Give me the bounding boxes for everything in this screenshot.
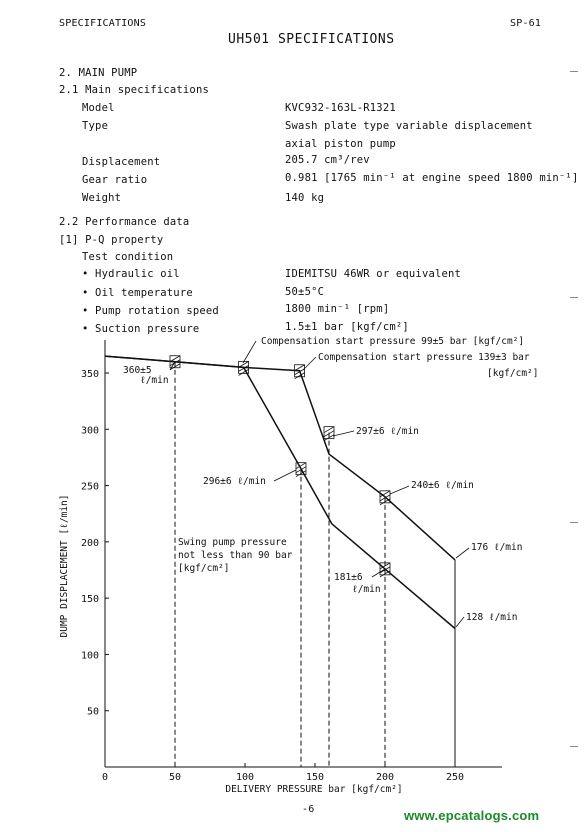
margin-mark (570, 71, 578, 72)
spec-label-displacement: Displacement (82, 156, 161, 168)
spec-value-gear-ratio: 0.981 [1765 min⁻¹ at engine speed 1800 min⁻¹] (285, 172, 579, 184)
x-axis-label: DELIVERY PRESSURE bar [kgf/cm²] (225, 784, 403, 795)
y-tick-label: 300 (80, 425, 99, 437)
y-axis-label: DUMP DISPLACEMENT [ℓ/min] (59, 494, 70, 638)
spec-value-weight: 140 kg (285, 192, 325, 204)
test-value-oil-temperature: 50±5°C (285, 286, 325, 298)
test-value-suction-pressure: 1.5±1 bar [kgf/cm²] (285, 321, 409, 333)
annotation-label: ℓ/min (140, 375, 169, 386)
test-value-rotation-speed: 1800 min⁻¹ [rpm] (285, 303, 390, 315)
annotation-label: 297±6 ℓ/min (356, 426, 419, 437)
x-tick-label: 50 (168, 772, 182, 783)
leader-line (170, 362, 175, 370)
footer-page-number: -6 (302, 804, 315, 815)
spec-value-model: KVC932-163L-R1321 (285, 102, 396, 114)
spec-value-type-cont: axial piston pump (285, 138, 396, 150)
leader-line (456, 617, 464, 627)
y-tick-label: 250 (80, 481, 99, 493)
x-tick-label: 0 (101, 772, 109, 783)
leader-line (390, 486, 409, 494)
spec-label-model: Model (82, 102, 115, 114)
header-page-number: SP-61 (510, 18, 542, 29)
annotation-label: 360±5 (123, 365, 152, 376)
x-tick-label: 100 (235, 772, 255, 783)
y-tick-label: 50 (86, 706, 99, 718)
annotation-label: [kgf/cm²] (487, 368, 539, 379)
test-label-hydraulic-oil: • Hydraulic oil (82, 268, 180, 280)
margin-mark (570, 746, 578, 747)
series-line-2 (105, 356, 455, 628)
section-pq-property: [1] P-Q property (59, 234, 164, 246)
spec-label-weight: Weight (82, 192, 122, 204)
test-label-rotation-speed: • Pump rotation speed (82, 305, 219, 317)
annotation-label: 128 ℓ/min (466, 612, 518, 623)
spec-value-displacement: 205.7 cm³/rev (285, 154, 370, 166)
y-tick-label: 200 (80, 537, 99, 549)
annotation-label: ℓ/min (352, 584, 381, 595)
annotation-label: Swing pump pressure (178, 537, 287, 548)
series-line-1 (105, 356, 455, 560)
y-tick-label: 150 (80, 594, 99, 606)
section-main-pump: 2. MAIN PUMP (59, 67, 138, 79)
x-tick-label: 200 (375, 772, 395, 783)
header-section-label: SPECIFICATIONS (59, 18, 147, 29)
margin-mark (570, 297, 578, 298)
spec-label-gear-ratio: Gear ratio (82, 174, 148, 186)
leader-line (303, 357, 316, 370)
page-title: UH501 SPECIFICATIONS (228, 32, 395, 47)
annotation-label: Compensation start pressure 99±5 bar [kgf/cm²] (261, 336, 525, 347)
annotation-label: not less than 90 bar (178, 550, 293, 561)
y-tick-label: 100 (80, 650, 99, 662)
annotation-label: 176 ℓ/min (471, 542, 523, 553)
spec-value-type: Swash plate type variable displacement (285, 120, 533, 132)
watermark: www.epcatalogs.com (404, 808, 540, 823)
x-tick-label: 150 (305, 772, 325, 783)
leader-line (274, 470, 296, 481)
section-performance-data: 2.2 Performance data (59, 216, 190, 228)
annotation-label: Compensation start pressure 139±3 bar (318, 352, 530, 363)
test-value-hydraulic-oil: IDEMITSU 46WR or equivalent (285, 268, 462, 280)
leader-line (243, 341, 256, 363)
y-tick-label: 350 (80, 369, 99, 380)
leader-line (372, 569, 385, 577)
annotation-label: 296±6 ℓ/min (203, 476, 266, 487)
test-label-oil-temperature: • Oil temperature (82, 287, 193, 299)
test-label-suction-pressure: • Suction pressure (82, 323, 200, 335)
spec-label-type: Type (82, 120, 109, 132)
test-condition-heading: Test condition (82, 251, 174, 263)
annotation-label: 240±6 ℓ/min (411, 480, 474, 491)
leader-line (333, 431, 354, 436)
section-main-specifications: 2.1 Main specifications (59, 84, 209, 96)
leader-line (456, 548, 469, 558)
annotation-label: 181±6 (334, 572, 363, 583)
margin-mark (570, 522, 578, 523)
annotation-label: [kgf/cm²] (178, 563, 230, 574)
x-tick-label: 250 (445, 772, 465, 783)
